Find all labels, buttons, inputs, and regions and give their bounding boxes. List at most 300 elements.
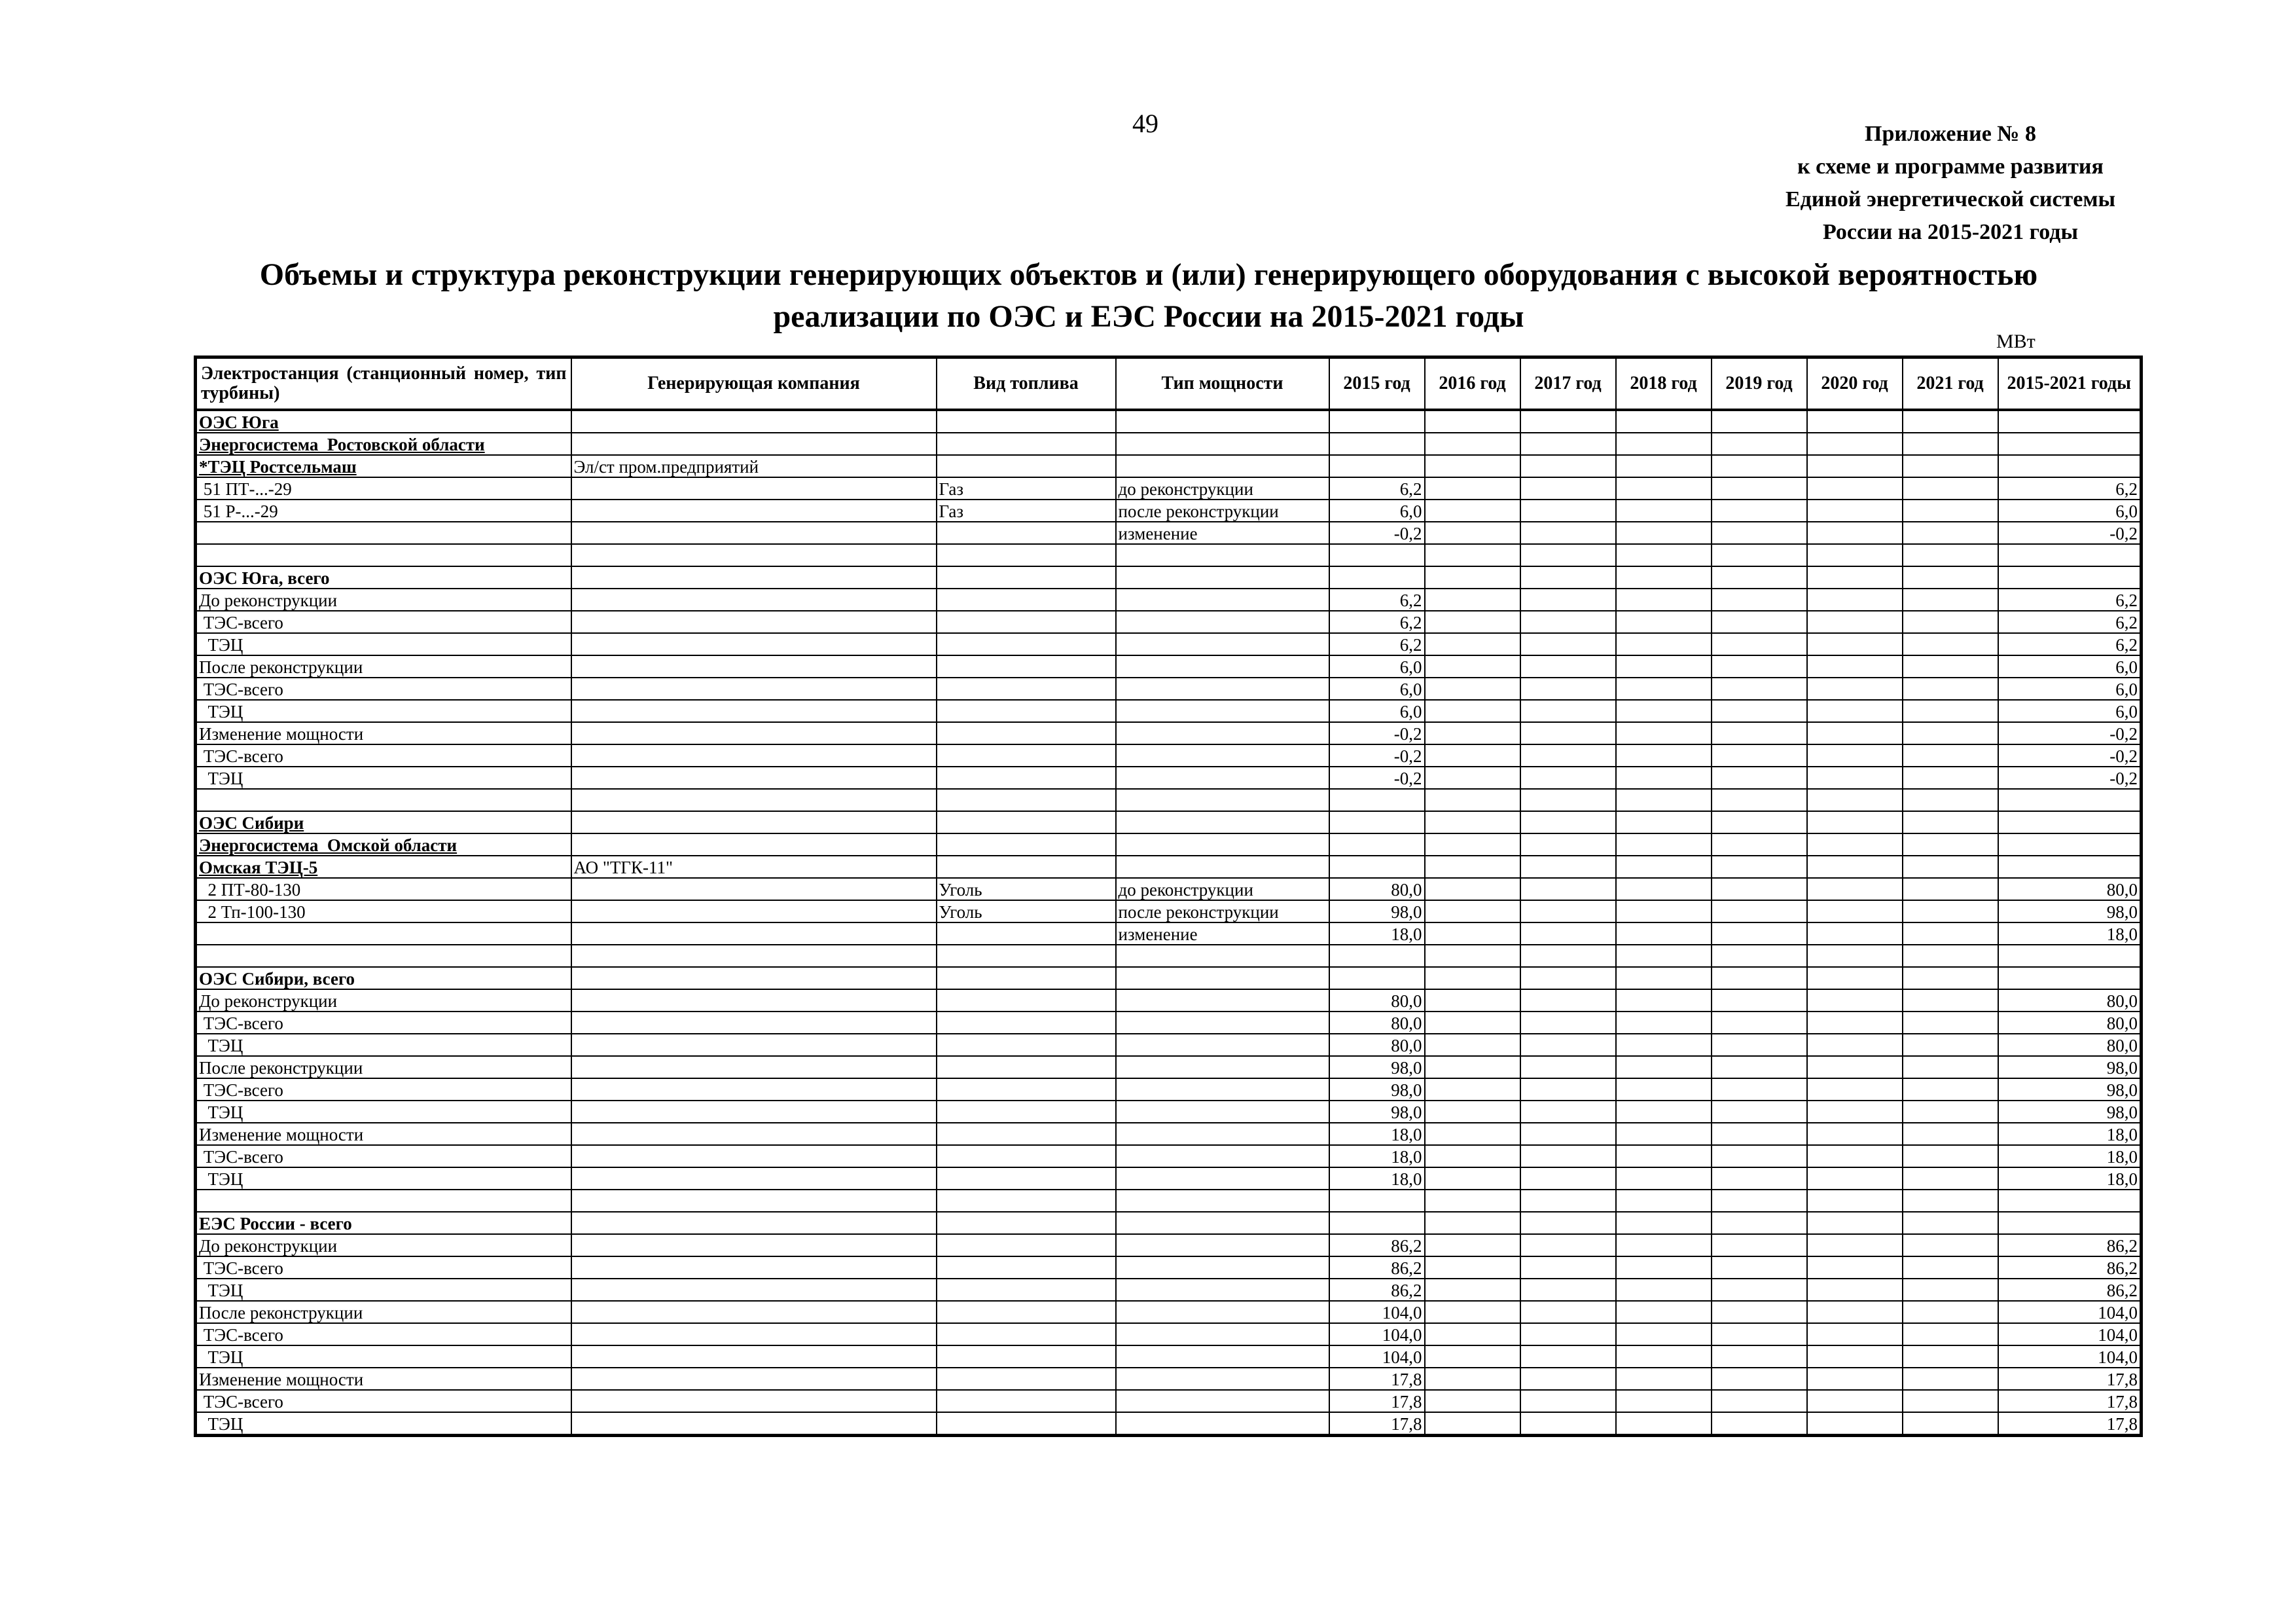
cell-2019 [1712,744,1807,767]
cell-fuel [937,611,1116,633]
cell-power-type [1116,1190,1329,1212]
cell-2016 [1425,1323,1520,1345]
cell-total: 80,0 [1998,1012,2142,1034]
cell-total [1998,455,2142,477]
cell-2015: 17,8 [1329,1368,1425,1390]
cell-2018 [1616,1368,1712,1390]
cell-total: 6,2 [1998,633,2142,655]
cell-2021 [1903,1234,1998,1256]
cell-2016 [1425,1056,1520,1078]
cell-2020 [1807,989,1903,1012]
cell-2019 [1712,700,1807,722]
cell-2020 [1807,1212,1903,1234]
cell-2020 [1807,811,1903,833]
table-row [196,544,2142,566]
table-row [196,1101,2142,1123]
cell-total [1998,410,2142,433]
cell-2017 [1520,1412,1616,1436]
cell-2016 [1425,967,1520,989]
cell-2021 [1903,633,1998,655]
table-row [196,1123,2142,1145]
cell-total: 6,0 [1998,700,2142,722]
cell-total: 6,2 [1998,611,2142,633]
cell-total: 98,0 [1998,1056,2142,1078]
cell-fuel [937,1390,1116,1412]
cell-station: 2 ПТ-80-130 [196,878,571,900]
cell-2021 [1903,789,1998,811]
table-row [196,1345,2142,1368]
cell-2018 [1616,611,1712,633]
appendix-block [1715,118,2186,249]
cell-2021 [1903,410,1998,433]
cell-2016 [1425,1212,1520,1234]
cell-2017 [1520,1101,1616,1123]
cell-power-type [1116,1412,1329,1436]
cell-2016 [1425,1123,1520,1145]
cell-2016 [1425,945,1520,967]
cell-fuel: Газ [937,500,1116,522]
cell-power-type [1116,1056,1329,1078]
cell-fuel: Уголь [937,900,1116,922]
cell-2019 [1712,1034,1807,1056]
table-row [196,700,2142,722]
cell-2018 [1616,744,1712,767]
cell-total: 6,0 [1998,655,2142,678]
cell-2021 [1903,1056,1998,1078]
cell-2019 [1712,1368,1807,1390]
cell-company [571,1012,937,1034]
cell-power-type [1116,967,1329,989]
cell-station: ЕЭС России - всего [196,1212,571,1234]
cell-2017 [1520,878,1616,900]
cell-station: 51 Р-...-29 [196,500,571,522]
cell-2015: 104,0 [1329,1323,1425,1345]
cell-2017 [1520,1345,1616,1368]
cell-2019 [1712,878,1807,900]
cell-2019 [1712,1123,1807,1145]
cell-2015 [1329,1212,1425,1234]
cell-company [571,544,937,566]
cell-power-type [1116,1368,1329,1390]
table-row [196,1212,2142,1234]
cell-power-type [1116,655,1329,678]
cell-station: ТЭЦ [196,1167,571,1190]
cell-fuel [937,1368,1116,1390]
cell-total: 18,0 [1998,1167,2142,1190]
cell-2017 [1520,1034,1616,1056]
cell-2018 [1616,678,1712,700]
cell-2020 [1807,1012,1903,1034]
table-row [196,1078,2142,1101]
cell-2016 [1425,1167,1520,1190]
table-row [196,655,2142,678]
cell-2021 [1903,1301,1998,1323]
cell-2015 [1329,856,1425,878]
cell-company [571,1279,937,1301]
cell-station: После реконструкции [196,1301,571,1323]
cell-2017 [1520,544,1616,566]
table-row [196,589,2142,611]
cell-company [571,945,937,967]
cell-fuel [937,1190,1116,1212]
cell-2018 [1616,1078,1712,1101]
cell-station: ТЭС-всего [196,678,571,700]
cell-company [571,1034,937,1056]
cell-2017 [1520,611,1616,633]
cell-2016 [1425,1279,1520,1301]
cell-2018 [1616,722,1712,744]
cell-2020 [1807,967,1903,989]
cell-company [571,989,937,1012]
cell-2021 [1903,700,1998,722]
cell-station [196,522,571,544]
cell-power-type: до реконструкции [1116,878,1329,900]
cell-2020 [1807,1368,1903,1390]
cell-2016 [1425,1345,1520,1368]
cell-fuel [937,1234,1116,1256]
cell-power-type [1116,1034,1329,1056]
cell-company [571,1212,937,1234]
cell-2017 [1520,1012,1616,1034]
cell-power-type [1116,1256,1329,1279]
table-row [196,410,2142,433]
cell-total: 17,8 [1998,1412,2142,1436]
cell-2015: 86,2 [1329,1256,1425,1279]
cell-station: ТЭС-всего [196,1145,571,1167]
cell-2017 [1520,1190,1616,1212]
table-row [196,433,2142,455]
cell-station: ТЭС-всего [196,1012,571,1034]
cell-fuel [937,767,1116,789]
cell-2019 [1712,1323,1807,1345]
cell-2019 [1712,477,1807,500]
table-row [196,1056,2142,1078]
cell-2020 [1807,945,1903,967]
cell-total: 98,0 [1998,1101,2142,1123]
cell-2021 [1903,900,1998,922]
header-fuel: Вид топлива [937,357,1116,410]
cell-2015: 86,2 [1329,1279,1425,1301]
cell-power-type: изменение [1116,522,1329,544]
cell-power-type [1116,1234,1329,1256]
cell-2021 [1903,1212,1998,1234]
cell-total [1998,544,2142,566]
cell-power-type [1116,589,1329,611]
cell-2016 [1425,1390,1520,1412]
header-company: Генерирующая компания [571,357,937,410]
cell-fuel [937,678,1116,700]
cell-company [571,522,937,544]
cell-2018 [1616,878,1712,900]
cell-2018 [1616,1279,1712,1301]
cell-fuel [937,544,1116,566]
cell-company [571,744,937,767]
cell-2020 [1807,1056,1903,1078]
appendix-line-2: к схеме и программе развития [1797,155,2104,179]
cell-2017 [1520,989,1616,1012]
cell-2018 [1616,1234,1712,1256]
cell-company [571,678,937,700]
cell-2018 [1616,922,1712,945]
cell-2021 [1903,544,1998,566]
cell-power-type [1116,1212,1329,1234]
table-row [196,945,2142,967]
cell-station: ТЭС-всего [196,1256,571,1279]
cell-power-type [1116,678,1329,700]
cell-2019 [1712,922,1807,945]
cell-company [571,767,937,789]
cell-fuel [937,655,1116,678]
cell-2020 [1807,1323,1903,1345]
cell-2021 [1903,678,1998,700]
cell-power-type [1116,945,1329,967]
cell-company [571,1345,937,1368]
table-row [196,477,2142,500]
cell-2015: 17,8 [1329,1390,1425,1412]
cell-station: ТЭС-всего [196,611,571,633]
cell-2020 [1807,1190,1903,1212]
cell-2020 [1807,1345,1903,1368]
table-row [196,1234,2142,1256]
cell-2018 [1616,1101,1712,1123]
cell-2021 [1903,1190,1998,1212]
table-row [196,1012,2142,1034]
cell-company: Эл/ст пром.предприятий [571,455,937,477]
cell-2015: 6,0 [1329,678,1425,700]
table-row [196,1167,2142,1190]
cell-2021 [1903,589,1998,611]
cell-2018 [1616,433,1712,455]
cell-2015: -0,2 [1329,722,1425,744]
cell-total: 17,8 [1998,1368,2142,1390]
cell-2015 [1329,967,1425,989]
cell-2020 [1807,1390,1903,1412]
cell-2018 [1616,789,1712,811]
cell-2015 [1329,566,1425,589]
cell-2018 [1616,633,1712,655]
cell-2020 [1807,477,1903,500]
cell-2020 [1807,589,1903,611]
cell-2016 [1425,1256,1520,1279]
cell-2016 [1425,878,1520,900]
cell-2015 [1329,544,1425,566]
header-2018: 2018 год [1616,357,1712,410]
header-2016: 2016 год [1425,357,1520,410]
cell-station [196,789,571,811]
cell-2015 [1329,455,1425,477]
table-row [196,1279,2142,1301]
cell-company [571,1078,937,1101]
cell-2020 [1807,433,1903,455]
cell-fuel [937,811,1116,833]
cell-2018 [1616,945,1712,967]
cell-power-type [1116,722,1329,744]
cell-2020 [1807,1301,1903,1323]
cell-2021 [1903,945,1998,967]
cell-fuel [937,1034,1116,1056]
cell-2017 [1520,1234,1616,1256]
cell-2019 [1712,433,1807,455]
cell-2015: 86,2 [1329,1234,1425,1256]
cell-2021 [1903,500,1998,522]
cell-total: -0,2 [1998,767,2142,789]
cell-2017 [1520,811,1616,833]
cell-company [571,1256,937,1279]
cell-2021 [1903,811,1998,833]
cell-2016 [1425,1234,1520,1256]
cell-2015: 18,0 [1329,1123,1425,1145]
cell-power-type [1116,1345,1329,1368]
cell-2021 [1903,1368,1998,1390]
cell-power-type [1116,789,1329,811]
cell-2017 [1520,1056,1616,1078]
cell-2020 [1807,722,1903,744]
cell-company [571,1145,937,1167]
cell-2019 [1712,945,1807,967]
cell-station: ОЭС Сибири [196,811,571,833]
cell-total: 18,0 [1998,1123,2142,1145]
cell-2017 [1520,1368,1616,1390]
cell-2016 [1425,1301,1520,1323]
cell-2019 [1712,767,1807,789]
cell-2018 [1616,856,1712,878]
cell-2016 [1425,1412,1520,1436]
cell-2015: 104,0 [1329,1345,1425,1368]
cell-2020 [1807,455,1903,477]
cell-station: ТЭЦ [196,1412,571,1436]
table-row [196,1256,2142,1279]
cell-fuel [937,1101,1116,1123]
cell-power-type [1116,1012,1329,1034]
cell-2021 [1903,455,1998,477]
cell-2018 [1616,1145,1712,1167]
cell-company [571,922,937,945]
cell-power-type [1116,833,1329,856]
header-2019: 2019 год [1712,357,1807,410]
cell-2020 [1807,856,1903,878]
cell-2020 [1807,566,1903,589]
cell-company [571,633,937,655]
cell-2017 [1520,633,1616,655]
cell-2020 [1807,633,1903,655]
cell-2021 [1903,1012,1998,1034]
cell-fuel [937,410,1116,433]
cell-2020 [1807,1234,1903,1256]
cell-power-type [1116,1078,1329,1101]
cell-2015: 6,0 [1329,700,1425,722]
cell-2018 [1616,566,1712,589]
cell-power-type [1116,410,1329,433]
cell-2016 [1425,744,1520,767]
cell-2016 [1425,678,1520,700]
cell-company [571,589,937,611]
cell-2015 [1329,833,1425,856]
cell-2015: 6,2 [1329,633,1425,655]
cell-2016 [1425,1145,1520,1167]
cell-fuel [937,1323,1116,1345]
cell-company [571,1234,937,1256]
cell-2017 [1520,1078,1616,1101]
cell-2018 [1616,500,1712,522]
cell-2019 [1712,500,1807,522]
cell-2019 [1712,655,1807,678]
cell-2015: -0,2 [1329,767,1425,789]
cell-2019 [1712,1101,1807,1123]
cell-2021 [1903,1101,1998,1123]
cell-company [571,433,937,455]
cell-2019 [1712,967,1807,989]
cell-2020 [1807,900,1903,922]
cell-2016 [1425,811,1520,833]
cell-power-type [1116,633,1329,655]
table-row [196,566,2142,589]
cell-2018 [1616,1256,1712,1279]
cell-station: ТЭЦ [196,633,571,655]
table-row [196,1390,2142,1412]
cell-total: 80,0 [1998,1034,2142,1056]
cell-2017 [1520,1212,1616,1234]
cell-station: ТЭЦ [196,1279,571,1301]
cell-fuel [937,989,1116,1012]
cell-2016 [1425,611,1520,633]
table-row [196,1301,2142,1323]
cell-total: 80,0 [1998,989,2142,1012]
cell-company [571,1323,937,1345]
cell-fuel [937,1301,1116,1323]
cell-station: ТЭЦ [196,1101,571,1123]
cell-2019 [1712,1190,1807,1212]
cell-station [196,544,571,566]
cell-fuel [937,1412,1116,1436]
cell-station: ТЭЦ [196,700,571,722]
cell-company [571,1101,937,1123]
table-row [196,611,2142,633]
cell-2018 [1616,700,1712,722]
cell-fuel [937,1279,1116,1301]
cell-2015: 80,0 [1329,1034,1425,1056]
cell-power-type: до реконструкции [1116,477,1329,500]
cell-total: 86,2 [1998,1279,2142,1301]
cell-2019 [1712,833,1807,856]
cell-2018 [1616,477,1712,500]
cell-2020 [1807,678,1903,700]
cell-total [1998,856,2142,878]
cell-station: 2 Тп-100-130 [196,900,571,922]
cell-2017 [1520,1279,1616,1301]
cell-2015 [1329,433,1425,455]
cell-2019 [1712,1390,1807,1412]
cell-company [571,878,937,900]
cell-2019 [1712,611,1807,633]
cell-fuel [937,700,1116,722]
cell-2016 [1425,1101,1520,1123]
cell-2020 [1807,1279,1903,1301]
cell-company [571,1368,937,1390]
cell-2017 [1520,744,1616,767]
cell-fuel [937,856,1116,878]
cell-fuel [937,1123,1116,1145]
cell-fuel [937,945,1116,967]
cell-company [571,477,937,500]
cell-company [571,1167,937,1190]
cell-2020 [1807,922,1903,945]
cell-power-type [1116,1101,1329,1123]
cell-2019 [1712,722,1807,744]
cell-total: 17,8 [1998,1390,2142,1412]
table-row [196,856,2142,878]
cell-total [1998,833,2142,856]
cell-2021 [1903,1390,1998,1412]
